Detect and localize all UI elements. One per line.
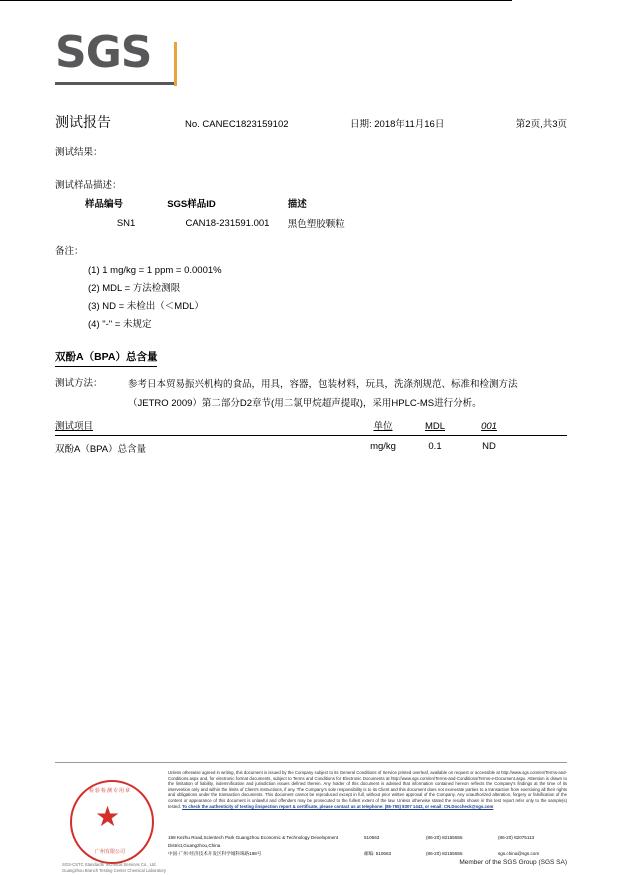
footer-address-row-en	[168, 834, 567, 850]
sgs-logo-text: SGS	[55, 27, 152, 78]
postcode-en: 510663	[364, 835, 380, 840]
logo-accent-bar	[174, 42, 177, 86]
table-row	[85, 216, 485, 230]
stamp-label	[62, 862, 166, 874]
column-header-description: 描述	[287, 199, 307, 210]
sample-description-label: 测试样品描述：	[55, 180, 122, 191]
logo-underline	[55, 82, 174, 85]
stamp-label-line1: SGS-CSTC Standards Technical Services Co., Ltd.	[62, 862, 157, 867]
table-header-row	[85, 196, 485, 216]
address-en: 198 Kezhu Road,Scientech Park Guangzhou Economic & Technology Development District,Guangzhou,China	[168, 835, 338, 848]
table-row	[55, 436, 567, 455]
column-header-unit: 单位	[373, 421, 393, 432]
telephone-en: (86-20) 82155555	[426, 835, 463, 840]
footer-divider	[55, 762, 567, 763]
results-header-row	[55, 418, 567, 434]
cell-test-item: 双酚A（BPA）总含量	[55, 444, 147, 455]
legal-disclaimer	[168, 770, 567, 809]
page-title: 测试报告	[55, 114, 111, 130]
list-item: (1) 1 mg/kg = 1 ppm = 0.0001%	[88, 265, 222, 276]
column-header-sample-no: 样品编号	[85, 199, 124, 210]
results-table	[55, 418, 567, 455]
member-note: Member of the SGS Group (SGS SA)	[459, 859, 567, 866]
list-item: (4) "-" = 未规定	[88, 319, 152, 330]
cell-result: ND	[482, 441, 496, 452]
results-label: 测试结果：	[55, 147, 103, 158]
notes-label: 备注：	[55, 246, 84, 257]
page-indicator: 第2页,共3页	[515, 119, 567, 130]
column-header-mdl: MDL	[424, 421, 446, 432]
footer-address-row-cn	[168, 850, 567, 858]
report-date: 日期: 2018年11月16日	[350, 119, 445, 130]
legal-contact-text: To check the authenticity of testing /inspection report & certificate, please contact us at telephone: (86-755) 8307 1443, or email: CN.Doccheck@sgs.com	[182, 803, 494, 809]
report-number: No. CANEC1823159102	[185, 119, 289, 130]
cell-unit: mg/kg	[370, 441, 396, 452]
header-divider	[0, 0, 512, 1]
email-cn: sgs.china@sgs.com	[498, 851, 540, 856]
column-header-test-item: 测试项目	[55, 421, 94, 432]
notes-list	[88, 262, 222, 334]
legal-text: Unless otherwise agreed in writing, this document is issued by the Company subject to its General Conditions of Service printed overleaf, available on request or accessible at http://www.sgs.com/en/Terms-and-Conditions.aspx and, for electronic format documents, subject to Terms and Conditions for Electronic Documents at http://www.sgs.com/en/Terms-and-Conditions/Terms-e-Document.aspx. Attention is drawn to the limitation of liability, indemnification and jurisdiction issues defined therein. Any holder of this document is advised that information contained hereon reflects the Company's findings at the time of its intervention only and within the limits of Client's instructions, if any. The Company's sole responsibility is to its Client and this document does not exonerate parties to a transaction from exercising all their rights and obligations under the transaction documents. This document cannot be reproduced except in full, without prior written approval of the Company. Any unauthorized alteration, forgery or falsification of the content or appearance of this document is unlawful and offenders may be prosecuted to the fullest extent of the law. Unless otherwise stated the results shown in this test report refer only to the sample(s) tested.	[168, 770, 567, 809]
sgs-logo	[55, 27, 175, 92]
sample-table	[85, 196, 485, 230]
list-item: (2) MDL = 方法检测限	[88, 283, 181, 294]
stamp-top-text: 检验检测专用章	[88, 788, 131, 794]
cell-description: 黑色塑胶颗粒	[287, 219, 345, 230]
stamp-label-line2: Guangzhou Branch Testing Center Chemical Laboratory	[62, 868, 166, 873]
cell-sgs-id: CAN18-231591.001	[185, 217, 270, 229]
column-header-sample-001: 001	[481, 421, 497, 432]
cell-mdl: 0.1	[428, 441, 442, 452]
fax-en: (86-20) 82075113	[498, 835, 535, 840]
address-cn: 中国·广州·经济技术开发区科学城科珠路198号	[168, 851, 262, 856]
column-header-sgs-id: SGS样品ID	[167, 199, 216, 210]
report-header-row	[55, 112, 567, 132]
telephone-cn: (86-20) 82155555	[426, 851, 463, 856]
section-heading-bpa: 双酚A（BPA）总含量	[55, 349, 157, 367]
list-item: (3) ND = 未检出（＜MDL）	[88, 301, 204, 312]
test-method-label: 测试方法：	[55, 378, 103, 389]
postcode-cn: 邮编: 510663	[364, 851, 392, 856]
cell-sample-no: SN1	[116, 217, 136, 229]
official-stamp	[62, 774, 166, 873]
footer-address-block	[168, 834, 567, 858]
test-method-text: 参考日本贸易振兴机构的食品，用具，容器，包装材料，玩具，洗涤剂规范、标准和检测方法（JETRO 2009）第二部分D2章节(用二氯甲烷超声提取)，采用HPLC-MS进行分析。	[128, 379, 518, 409]
stamp-bottom-text: 广州有限公司	[94, 849, 125, 855]
